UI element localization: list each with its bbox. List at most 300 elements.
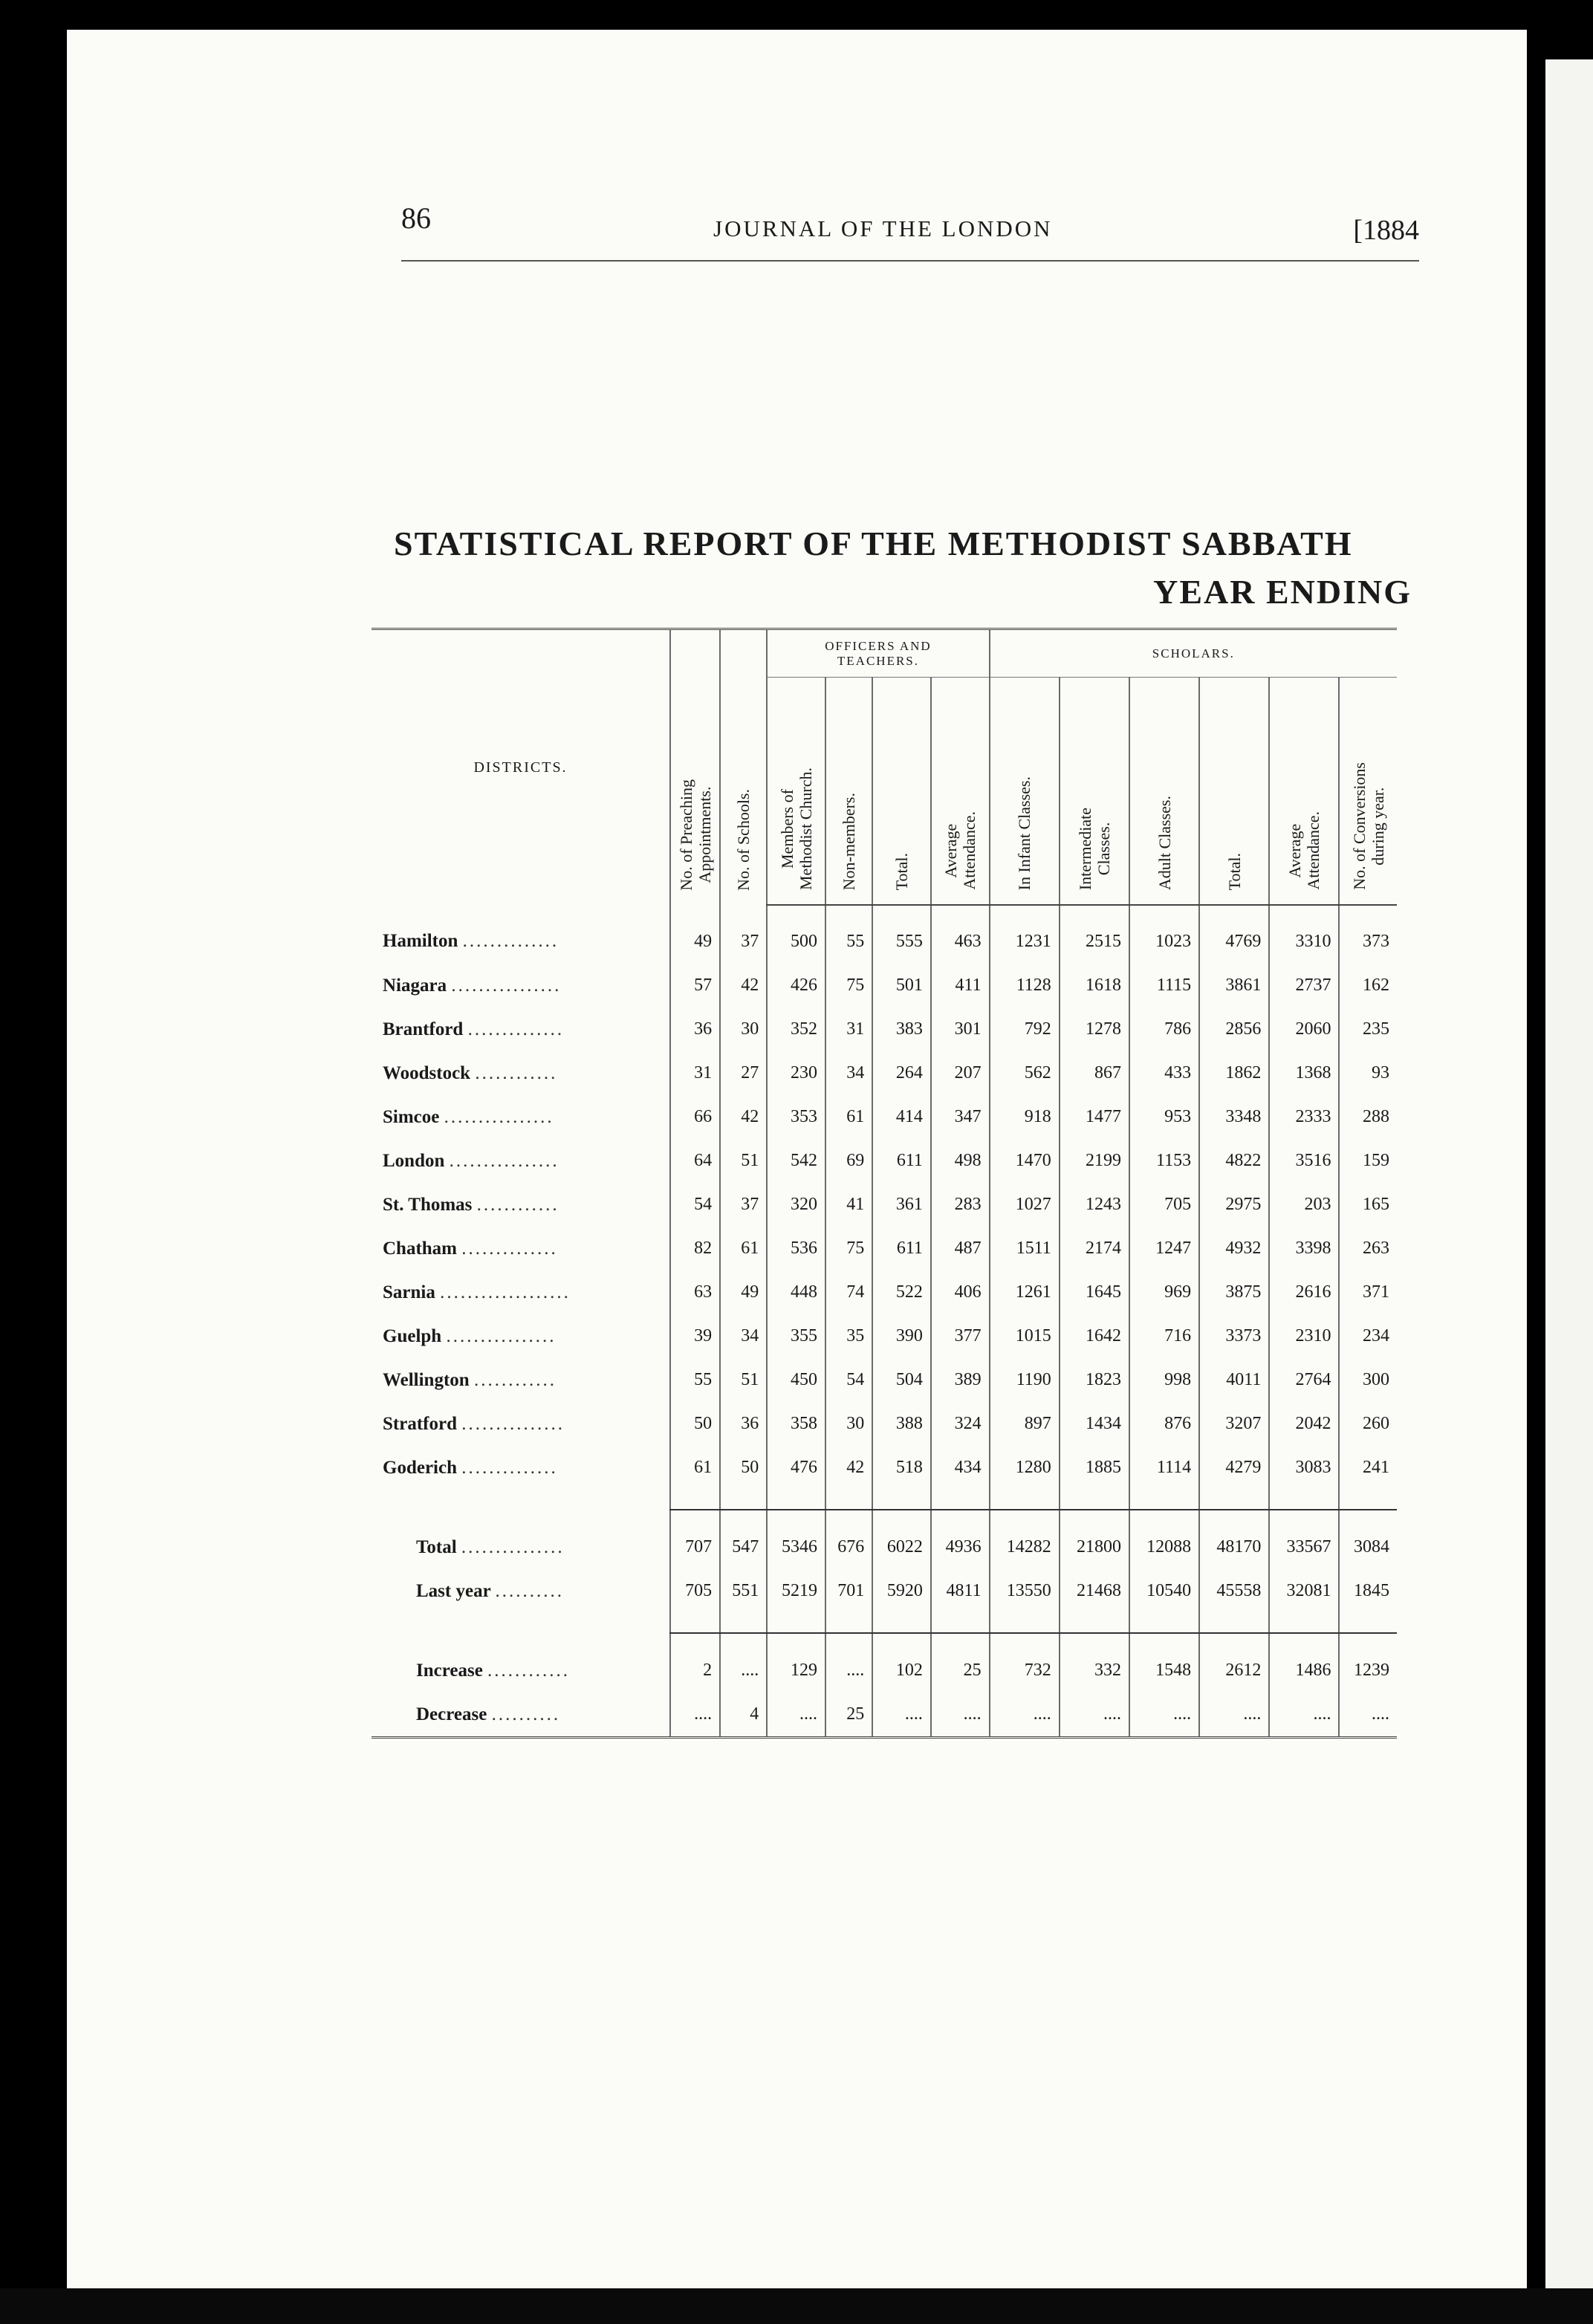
leader-dots: ............... bbox=[461, 1413, 565, 1434]
scholars-group-header: SCHOLARS. bbox=[990, 629, 1397, 678]
table-row bbox=[372, 905, 1397, 964]
column-header bbox=[931, 678, 990, 905]
table-cell: 288 bbox=[1339, 1095, 1397, 1139]
table-cell: 4011 bbox=[1199, 1358, 1269, 1402]
table-cell: 35 bbox=[825, 1314, 872, 1358]
report-title-line1: STATISTICAL REPORT OF THE METHODIST SABBATH bbox=[394, 525, 1353, 562]
table-cell: 1862 bbox=[1199, 1051, 1269, 1095]
totals-row bbox=[372, 1525, 1397, 1569]
table-cell: 3516 bbox=[1269, 1139, 1339, 1183]
row-label bbox=[372, 964, 670, 1007]
separator-cell bbox=[372, 1490, 670, 1510]
table-cell: 500 bbox=[767, 905, 825, 964]
table-cell: .... bbox=[931, 1692, 990, 1738]
separator-cell bbox=[1269, 1633, 1339, 1649]
separator-cell bbox=[767, 1490, 825, 1510]
table-cell: 82 bbox=[670, 1227, 720, 1270]
table-cell: 4811 bbox=[931, 1569, 990, 1613]
leader-dots: .......... bbox=[491, 1704, 561, 1724]
table-cell: 1023 bbox=[1129, 905, 1199, 964]
table-cell: 551 bbox=[720, 1569, 767, 1613]
separator-cell bbox=[670, 1633, 720, 1649]
separator-cell bbox=[931, 1613, 990, 1633]
table-cell: 383 bbox=[872, 1007, 931, 1051]
table-cell: 49 bbox=[720, 1270, 767, 1314]
table-cell: 377 bbox=[931, 1314, 990, 1358]
row-label bbox=[372, 1139, 670, 1183]
table-cell: 54 bbox=[825, 1358, 872, 1402]
table-cell: 31 bbox=[670, 1051, 720, 1095]
separator-cell bbox=[825, 1633, 872, 1649]
header-rule bbox=[401, 260, 1419, 262]
row-name: Chatham bbox=[383, 1238, 458, 1259]
table-cell: 1548 bbox=[1129, 1649, 1199, 1692]
table-cell: .... bbox=[1199, 1692, 1269, 1738]
separator-cell bbox=[825, 1510, 872, 1525]
totals-row bbox=[372, 1569, 1397, 1613]
column-header bbox=[1339, 678, 1397, 905]
table-cell: 2174 bbox=[1060, 1227, 1129, 1270]
separator-cell bbox=[1339, 1490, 1397, 1510]
table-cell: 332 bbox=[1060, 1649, 1129, 1692]
table-cell: 4769 bbox=[1199, 905, 1269, 964]
separator-cell bbox=[767, 1613, 825, 1633]
column-header-label: Total. bbox=[1224, 852, 1244, 890]
table-cell: 324 bbox=[931, 1402, 990, 1446]
table-cell: 4822 bbox=[1199, 1139, 1269, 1183]
table-cell: 3875 bbox=[1199, 1270, 1269, 1314]
table-cell: 5920 bbox=[872, 1569, 931, 1613]
row-label bbox=[372, 1227, 670, 1270]
page-number: 86 bbox=[401, 201, 431, 235]
row-label bbox=[372, 1358, 670, 1402]
row-name: Decrease bbox=[416, 1704, 487, 1724]
table-cell: 3373 bbox=[1199, 1314, 1269, 1358]
table-cell: 2737 bbox=[1269, 964, 1339, 1007]
table-row bbox=[372, 1402, 1397, 1446]
table-row bbox=[372, 1446, 1397, 1490]
table-cell: 2060 bbox=[1269, 1007, 1339, 1051]
table-cell: 264 bbox=[872, 1051, 931, 1095]
table-cell: 390 bbox=[872, 1314, 931, 1358]
table-cell: 64 bbox=[670, 1139, 720, 1183]
separator-cell bbox=[1060, 1510, 1129, 1525]
leader-dots: ................ bbox=[451, 975, 562, 996]
table-cell: 2310 bbox=[1269, 1314, 1339, 1358]
separator-cell bbox=[872, 1490, 931, 1510]
table-cell: 969 bbox=[1129, 1270, 1199, 1314]
table-cell: 897 bbox=[990, 1402, 1060, 1446]
report-title-line2: YEAR ENDING bbox=[1153, 573, 1412, 611]
row-separator bbox=[372, 1633, 1397, 1649]
row-label bbox=[372, 1569, 670, 1613]
table-cell: 2 bbox=[670, 1649, 720, 1692]
table-cell: 301 bbox=[931, 1007, 990, 1051]
leader-dots: ................ bbox=[449, 1150, 559, 1171]
table-cell: 1845 bbox=[1339, 1569, 1397, 1613]
table-cell: 1231 bbox=[990, 905, 1060, 964]
table-cell: 1642 bbox=[1060, 1314, 1129, 1358]
row-name: Wellington bbox=[383, 1369, 470, 1390]
table-cell: 260 bbox=[1339, 1402, 1397, 1446]
table-cell: 235 bbox=[1339, 1007, 1397, 1051]
officers-teachers-group-header bbox=[767, 629, 989, 678]
table-cell: 1477 bbox=[1060, 1095, 1129, 1139]
table-cell: 487 bbox=[931, 1227, 990, 1270]
table-cell: 522 bbox=[872, 1270, 931, 1314]
group-label: OFFICERS AND TEACHERS. bbox=[825, 638, 932, 668]
table-cell: 1278 bbox=[1060, 1007, 1129, 1051]
table-cell: 3207 bbox=[1199, 1402, 1269, 1446]
table-cell: 2333 bbox=[1269, 1095, 1339, 1139]
table-cell: 2616 bbox=[1269, 1270, 1339, 1314]
table-cell: 75 bbox=[825, 1227, 872, 1270]
column-header bbox=[670, 629, 720, 906]
table-cell: 4936 bbox=[931, 1525, 990, 1569]
table-cell: 2764 bbox=[1269, 1358, 1339, 1402]
table-cell: 3310 bbox=[1269, 905, 1339, 964]
separator-cell bbox=[990, 1490, 1060, 1510]
row-name: Brantford bbox=[383, 1019, 464, 1039]
leader-dots: .............. bbox=[461, 1457, 558, 1478]
table-cell: 66 bbox=[670, 1095, 720, 1139]
separator-cell bbox=[720, 1633, 767, 1649]
separator-cell bbox=[1060, 1613, 1129, 1633]
row-name: Increase bbox=[416, 1660, 483, 1681]
table-cell: 51 bbox=[720, 1358, 767, 1402]
table-cell: 234 bbox=[1339, 1314, 1397, 1358]
separator-cell bbox=[372, 1633, 670, 1649]
table-cell: 3398 bbox=[1269, 1227, 1339, 1270]
table-cell: 2042 bbox=[1269, 1402, 1339, 1446]
row-name: Total bbox=[416, 1536, 457, 1557]
table-cell: 30 bbox=[720, 1007, 767, 1051]
column-header bbox=[1129, 678, 1199, 905]
table-cell: .... bbox=[1269, 1692, 1339, 1738]
table-cell: 12088 bbox=[1129, 1525, 1199, 1569]
row-name: Goderich bbox=[383, 1457, 457, 1478]
table-cell: 1470 bbox=[990, 1139, 1060, 1183]
leader-dots: ............ bbox=[487, 1660, 571, 1681]
table-cell: 57 bbox=[670, 964, 720, 1007]
row-label bbox=[372, 1692, 670, 1738]
table-cell: 1368 bbox=[1269, 1051, 1339, 1095]
table-cell: 14282 bbox=[990, 1525, 1060, 1569]
table-cell: 74 bbox=[825, 1270, 872, 1314]
table-cell: 5346 bbox=[767, 1525, 825, 1569]
table-cell: 49 bbox=[670, 905, 720, 964]
table-cell: 411 bbox=[931, 964, 990, 1007]
table-cell: 2612 bbox=[1199, 1649, 1269, 1692]
separator-cell bbox=[1199, 1490, 1269, 1510]
table-cell: 1115 bbox=[1129, 964, 1199, 1007]
table-cell: 547 bbox=[720, 1525, 767, 1569]
table-cell: 55 bbox=[670, 1358, 720, 1402]
change-row bbox=[372, 1692, 1397, 1738]
leader-dots: .............. bbox=[461, 1238, 558, 1259]
separator-cell bbox=[1269, 1510, 1339, 1525]
page-header bbox=[401, 201, 1419, 245]
table-cell: 55 bbox=[825, 905, 872, 964]
row-label bbox=[372, 1183, 670, 1227]
table-cell: 1486 bbox=[1269, 1649, 1339, 1692]
table-cell: 21468 bbox=[1060, 1569, 1129, 1613]
table-body bbox=[372, 905, 1397, 1738]
table-cell: 4279 bbox=[1199, 1446, 1269, 1490]
table-row bbox=[372, 1227, 1397, 1270]
next-page-edge bbox=[1545, 59, 1593, 2288]
row-label bbox=[372, 1051, 670, 1095]
separator-cell bbox=[872, 1633, 931, 1649]
table-cell: 207 bbox=[931, 1051, 990, 1095]
table-cell: 50 bbox=[720, 1446, 767, 1490]
table-cell: 36 bbox=[720, 1402, 767, 1446]
leader-dots: ............ bbox=[476, 1194, 559, 1215]
separator-cell bbox=[1199, 1613, 1269, 1633]
table-cell: 41 bbox=[825, 1183, 872, 1227]
separator-cell bbox=[1199, 1633, 1269, 1649]
leader-dots: ............ bbox=[475, 1062, 558, 1083]
table-row bbox=[372, 1314, 1397, 1358]
row-name: St. Thomas bbox=[383, 1194, 473, 1215]
table-cell: 61 bbox=[670, 1446, 720, 1490]
table-row bbox=[372, 1139, 1397, 1183]
table-cell: 2856 bbox=[1199, 1007, 1269, 1051]
table-cell: 159 bbox=[1339, 1139, 1397, 1183]
row-label bbox=[372, 1095, 670, 1139]
table-cell: 75 bbox=[825, 964, 872, 1007]
table-cell: 562 bbox=[990, 1051, 1060, 1095]
table-cell: 448 bbox=[767, 1270, 825, 1314]
table-cell: 1885 bbox=[1060, 1446, 1129, 1490]
table-cell: 42 bbox=[825, 1446, 872, 1490]
table-cell: 61 bbox=[720, 1227, 767, 1270]
leader-dots: .............. bbox=[467, 1019, 565, 1039]
table-cell: 3083 bbox=[1269, 1446, 1339, 1490]
table-cell: 3084 bbox=[1339, 1525, 1397, 1569]
scan-border bbox=[0, 2288, 1593, 2324]
table-cell: 3348 bbox=[1199, 1095, 1269, 1139]
table-cell: 25 bbox=[825, 1692, 872, 1738]
table-cell: 1618 bbox=[1060, 964, 1129, 1007]
table-cell: 536 bbox=[767, 1227, 825, 1270]
table-cell: 34 bbox=[720, 1314, 767, 1358]
table-cell: 1823 bbox=[1060, 1358, 1129, 1402]
table-cell: 361 bbox=[872, 1183, 931, 1227]
separator-cell bbox=[1060, 1633, 1129, 1649]
row-name: Last year bbox=[416, 1580, 491, 1601]
table-cell: 371 bbox=[1339, 1270, 1397, 1314]
row-name: Woodstock bbox=[383, 1062, 471, 1083]
column-header-label: Average Attendance. bbox=[1285, 811, 1323, 890]
table-cell: 36 bbox=[670, 1007, 720, 1051]
table-cell: 611 bbox=[872, 1227, 931, 1270]
separator-cell bbox=[1339, 1633, 1397, 1649]
table-cell: 129 bbox=[767, 1649, 825, 1692]
table-cell: 611 bbox=[872, 1139, 931, 1183]
table-cell: 414 bbox=[872, 1095, 931, 1139]
table-row bbox=[372, 1095, 1397, 1139]
separator-cell bbox=[1129, 1613, 1199, 1633]
column-header bbox=[872, 678, 931, 905]
leader-dots: ................ bbox=[446, 1325, 557, 1346]
row-label bbox=[372, 1007, 670, 1051]
table-cell: 50 bbox=[670, 1402, 720, 1446]
table-cell: 389 bbox=[931, 1358, 990, 1402]
row-label bbox=[372, 1446, 670, 1490]
leader-dots: ............... bbox=[461, 1536, 565, 1557]
separator-cell bbox=[670, 1510, 720, 1525]
table-cell: 45558 bbox=[1199, 1569, 1269, 1613]
table-row bbox=[372, 1007, 1397, 1051]
table-cell: 203 bbox=[1269, 1183, 1339, 1227]
table-cell: 1243 bbox=[1060, 1183, 1129, 1227]
table-cell: 39 bbox=[670, 1314, 720, 1358]
separator-cell bbox=[990, 1633, 1060, 1649]
column-header-label: Adult Classes. bbox=[1155, 795, 1174, 890]
table-cell: 162 bbox=[1339, 964, 1397, 1007]
table-cell: .... bbox=[872, 1692, 931, 1738]
table-cell: .... bbox=[670, 1692, 720, 1738]
separator-cell bbox=[990, 1510, 1060, 1525]
table-cell: 876 bbox=[1129, 1402, 1199, 1446]
table-cell: 31 bbox=[825, 1007, 872, 1051]
table-row bbox=[372, 1183, 1397, 1227]
table-cell: 433 bbox=[1129, 1051, 1199, 1095]
table-cell: 786 bbox=[1129, 1007, 1199, 1051]
row-name: Niagara bbox=[383, 975, 447, 996]
table-cell: 953 bbox=[1129, 1095, 1199, 1139]
column-header bbox=[1199, 678, 1269, 905]
row-name: Guelph bbox=[383, 1325, 442, 1346]
districts-header: DISTRICTS. bbox=[372, 629, 670, 906]
row-separator bbox=[372, 1613, 1397, 1633]
table-cell: 732 bbox=[990, 1649, 1060, 1692]
table-cell: 283 bbox=[931, 1183, 990, 1227]
table-cell: 93 bbox=[1339, 1051, 1397, 1095]
column-header-label: Average Attendance. bbox=[941, 811, 979, 890]
table-cell: 6022 bbox=[872, 1525, 931, 1569]
row-name: London bbox=[383, 1150, 445, 1171]
table-cell: 54 bbox=[670, 1183, 720, 1227]
table-cell: 61 bbox=[825, 1095, 872, 1139]
leader-dots: ............ bbox=[473, 1369, 557, 1390]
table-cell: 353 bbox=[767, 1095, 825, 1139]
table-cell: 352 bbox=[767, 1007, 825, 1051]
table-cell: 1114 bbox=[1129, 1446, 1199, 1490]
table-cell: .... bbox=[990, 1692, 1060, 1738]
separator-cell bbox=[372, 1613, 670, 1633]
column-header bbox=[720, 629, 767, 906]
separator-cell bbox=[372, 1510, 670, 1525]
table-cell: 4 bbox=[720, 1692, 767, 1738]
column-header-label: In Infant Classes. bbox=[1015, 776, 1034, 890]
separator-cell bbox=[1129, 1633, 1199, 1649]
table-cell: 5219 bbox=[767, 1569, 825, 1613]
separator-cell bbox=[825, 1490, 872, 1510]
table-cell: 1261 bbox=[990, 1270, 1060, 1314]
table-cell: 2199 bbox=[1060, 1139, 1129, 1183]
column-header-label: Non-members. bbox=[840, 792, 859, 890]
separator-cell bbox=[1339, 1613, 1397, 1633]
table-cell: 3861 bbox=[1199, 964, 1269, 1007]
column-header-label: No. of Schools. bbox=[734, 789, 753, 891]
leader-dots: .............. bbox=[462, 931, 559, 951]
table-cell: 476 bbox=[767, 1446, 825, 1490]
table-cell: 165 bbox=[1339, 1183, 1397, 1227]
column-header bbox=[1060, 678, 1129, 905]
table-cell: .... bbox=[1060, 1692, 1129, 1738]
table-row bbox=[372, 1270, 1397, 1314]
separator-cell bbox=[872, 1510, 931, 1525]
table-cell: 434 bbox=[931, 1446, 990, 1490]
table-cell: 300 bbox=[1339, 1358, 1397, 1402]
table-cell: .... bbox=[1129, 1692, 1199, 1738]
table-cell: 13550 bbox=[990, 1569, 1060, 1613]
row-label bbox=[372, 1649, 670, 1692]
table-cell: 450 bbox=[767, 1358, 825, 1402]
table-cell: 37 bbox=[720, 1183, 767, 1227]
table-cell: 676 bbox=[825, 1525, 872, 1569]
table-cell: 918 bbox=[990, 1095, 1060, 1139]
table-cell: 34 bbox=[825, 1051, 872, 1095]
separator-cell bbox=[670, 1490, 720, 1510]
table-cell: 33567 bbox=[1269, 1525, 1339, 1569]
column-header bbox=[1269, 678, 1339, 905]
table-cell: 48170 bbox=[1199, 1525, 1269, 1569]
separator-cell bbox=[1060, 1490, 1129, 1510]
table-row bbox=[372, 1051, 1397, 1095]
column-header-label: No. of Conversions during year. bbox=[1349, 762, 1387, 890]
header-year: [1884 bbox=[1353, 215, 1419, 246]
row-label bbox=[372, 905, 670, 964]
table-cell: 406 bbox=[931, 1270, 990, 1314]
table-cell: 102 bbox=[872, 1649, 931, 1692]
table-cell: 542 bbox=[767, 1139, 825, 1183]
row-name: Stratford bbox=[383, 1413, 457, 1434]
table-cell: 230 bbox=[767, 1051, 825, 1095]
table-cell: 705 bbox=[670, 1569, 720, 1613]
table-cell: 51 bbox=[720, 1139, 767, 1183]
table-row bbox=[372, 964, 1397, 1007]
leader-dots: .......... bbox=[495, 1580, 564, 1601]
column-header-label: No. of Preaching Appointments. bbox=[676, 779, 714, 891]
table-cell: 1645 bbox=[1060, 1270, 1129, 1314]
separator-cell bbox=[1269, 1613, 1339, 1633]
statistics-table-wrapper bbox=[372, 628, 1397, 1739]
table-cell: 555 bbox=[872, 905, 931, 964]
running-title: JOURNAL OF THE LONDON bbox=[713, 215, 1053, 241]
column-header-label: Intermediate Classes. bbox=[1075, 807, 1113, 890]
row-separator bbox=[372, 1490, 1397, 1510]
table-cell: 716 bbox=[1129, 1314, 1199, 1358]
table-cell: 42 bbox=[720, 964, 767, 1007]
table-cell: 426 bbox=[767, 964, 825, 1007]
table-cell: .... bbox=[825, 1649, 872, 1692]
table-cell: 707 bbox=[670, 1525, 720, 1569]
row-name: Hamilton bbox=[383, 931, 458, 951]
table-cell: 1015 bbox=[990, 1314, 1060, 1358]
table-cell: 2515 bbox=[1060, 905, 1129, 964]
separator-cell bbox=[990, 1613, 1060, 1633]
table-cell: 998 bbox=[1129, 1358, 1199, 1402]
separator-cell bbox=[767, 1510, 825, 1525]
table-cell: 1434 bbox=[1060, 1402, 1129, 1446]
table-cell: 241 bbox=[1339, 1446, 1397, 1490]
separator-cell bbox=[931, 1510, 990, 1525]
column-header-label: Members of Methodist Church. bbox=[777, 767, 815, 890]
change-row bbox=[372, 1649, 1397, 1692]
